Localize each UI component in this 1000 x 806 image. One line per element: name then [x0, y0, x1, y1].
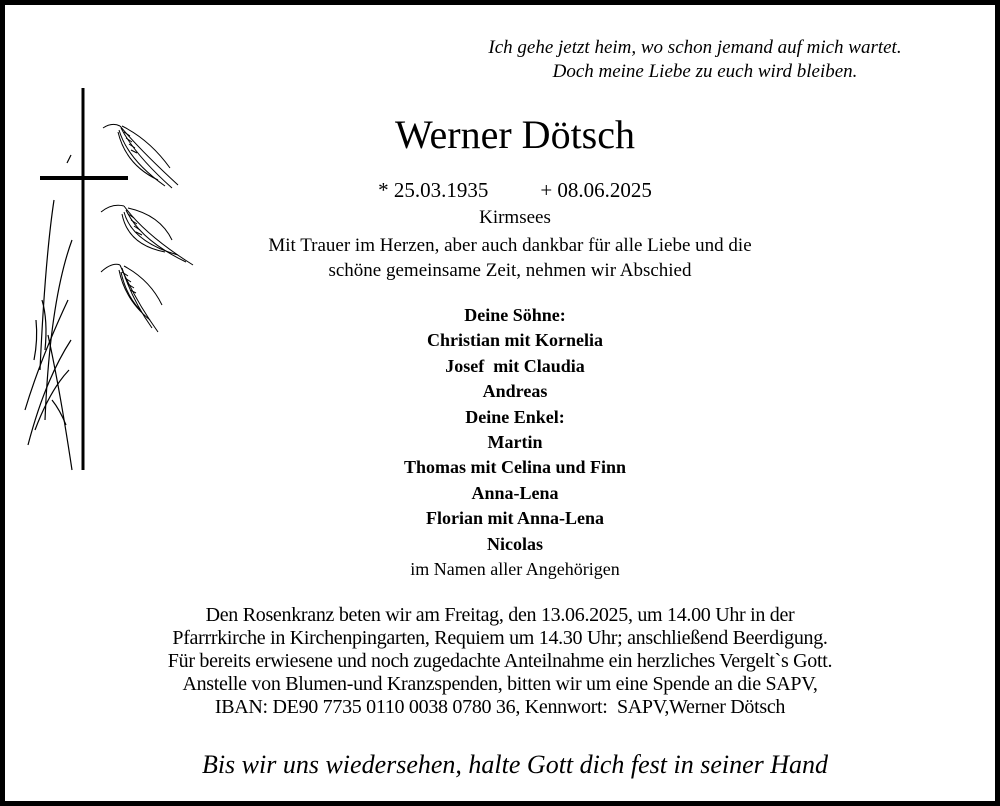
mourning-line-2: schöne gemeinsame Zeit, nehmen wir Abschied	[328, 260, 692, 281]
list-item: Andreas	[482, 381, 548, 402]
service-line-3: Für bereits erwiesene und noch zugedachte Anteilnahme ein herzliches Vergelt`s Gott.	[167, 650, 833, 672]
death-date: + 08.06.2025	[540, 178, 652, 202]
cross-icon	[40, 88, 128, 470]
list-item: Anna-Lena	[471, 482, 559, 503]
birth-date: * 25.03.1935	[378, 178, 489, 202]
cross-with-wheat-illustration	[0, 80, 210, 480]
life-dates	[300, 176, 730, 204]
grandchildren-heading: Deine Enkel:	[465, 406, 565, 427]
list-item: Thomas mit Celina und Finn	[403, 457, 627, 478]
list-item: Josef mit Claudia	[445, 355, 585, 376]
service-line-4: Anstelle von Blumen-und Kranzspenden, bitten wir um eine Spende an die SAPV,	[182, 673, 818, 695]
list-item: Martin	[487, 432, 543, 453]
motto-line-1: Ich gehe jetzt heim, wo schon jemand auf mich wartet.	[488, 37, 902, 58]
wheat-ears-icon	[101, 124, 193, 332]
motto-line-2: Doch meine Liebe zu euch wird bleiben.	[552, 61, 858, 82]
mourning-text	[180, 233, 840, 283]
motto-quote	[420, 36, 950, 84]
hometown: Kirmsees	[479, 207, 551, 228]
service-line-5: IBAN: DE90 7735 0110 0038 0780 36, Kennwort: SAPV,Werner Dötsch	[214, 696, 786, 718]
list-item: Nicolas	[487, 533, 543, 554]
family-footer: im Namen aller Angehörigen	[410, 559, 620, 580]
service-info	[20, 604, 980, 719]
list-item: Florian mit Anna-Lena	[425, 508, 604, 529]
deceased-name: Werner Dötsch	[394, 112, 636, 157]
closing-verse: Bis wir uns wiedersehen, halte Gott dich fest in seiner Hand	[201, 750, 829, 779]
service-line-1: Den Rosenkranz beten wir am Freitag, den 13.06.2025, um 14.00 Uhr in der	[205, 604, 795, 626]
service-line-2: Pfarrrkirche in Kirchenpingarten, Requiem um 14.30 Uhr; anschließend Beerdigung.	[172, 627, 828, 649]
list-item: Christian mit Kornelia	[427, 330, 603, 351]
grass-icon	[25, 155, 72, 470]
mourning-line-1: Mit Trauer im Herzen, aber auch dankbar für alle Liebe und die	[268, 235, 752, 256]
family-list	[300, 303, 730, 582]
sons-heading: Deine Söhne:	[464, 305, 566, 325]
